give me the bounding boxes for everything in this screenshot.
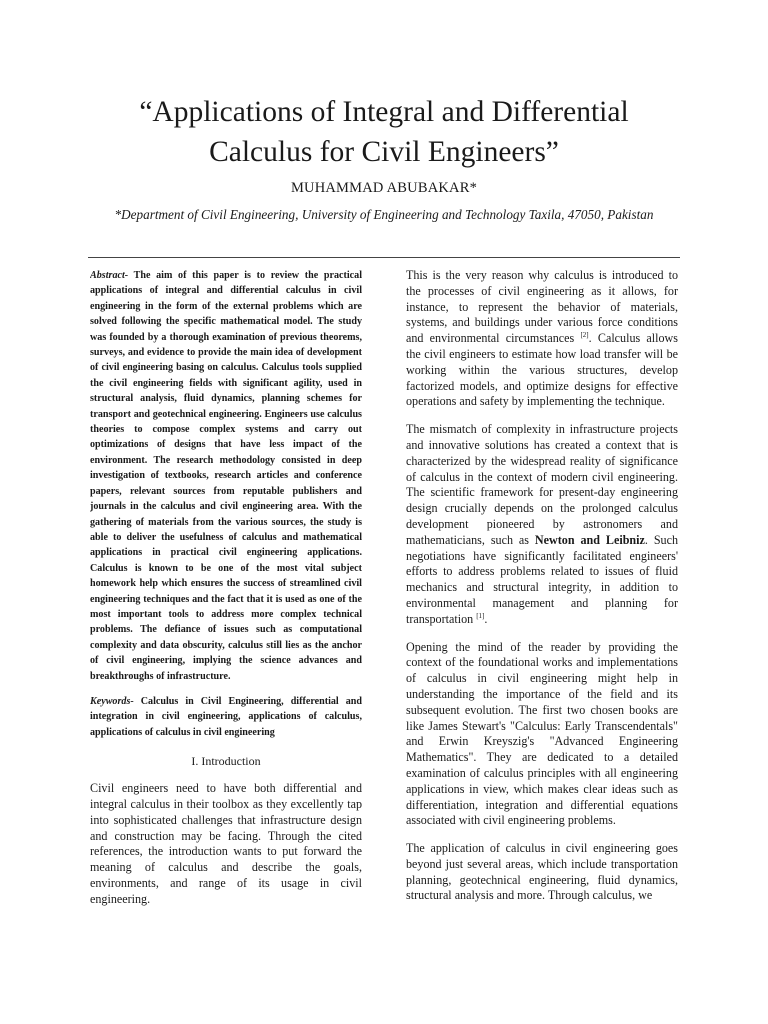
section-heading-introduction: I. Introduction (191, 754, 261, 769)
abstract-text: The aim of this paper is to review the practical applications of integral and differential calculus in civil engineering in the form of the external problems which are solved following the specific mathematical model. The study was founded by a thorough examination of previous theorems, surveys, and evidence to provide the main idea of development of civil engineering basing on calculus. Calculus tools supplied the civil engineering fields with significant agility, used in structural analysis, fluid dynamics, planning schemes for transport and geotechnical engineering. Engineers use calculus theories to compose complex systems and carry out optimizations of designs that have less impact of the environment. The research methodology consisted in deep investigation of textbooks, research articles and conference papers, relevant sources from reputable publishers and journals in the calculus and civil engineering area. With the gathering of materials from the various sources, the study is able to deliver the usefulness of calculus and mathematical applications in practical civil engineering applications. Calculus is known to be one of the most vital subject homework help which ensures the success of streamlined civil engineering techniques and the fact that it is used as one of the most important tools to address more complex technical problems. The defiance of issues such as computational complexity and data obscurity, calculus still lies as the anchor of civil engineering, implying the science advances and breakthroughs of infrastructure. (90, 270, 362, 682)
title-line-2: Calculus for Civil Engineers” (209, 136, 559, 168)
citation-1: [1] (476, 611, 485, 620)
body-paragraph-4: The application of calculus in civil engineering goes beyond just several areas, which include transportation planning, geotechnical engineering, fluid dynamics, structural analysis and more. Through calculus, we (406, 841, 678, 903)
body-paragraph-3: Opening the mind of the reader by providing the context of the foundational works and implementations of calculus in civil engineering might help in understanding the importance of the field and its subsequent evolution. The first two chosen books are like James Stewart's "Calculus: Early Transcendentals" and Erwin Kreyszig's "Advanced Engineering Mathematics". They are dedicated to a detailed examination of calculus principles with all engineering applications in view, which makes clear ideas such as differentiation, integration and differential equations associated with civil engineering problems. (406, 639, 678, 828)
author-name: MUHAMMAD ABUBAKAR* (290, 180, 478, 196)
paragraph-1-tail: . Calculus allows the civil engineers to estimate how load transfer will be working within the various structures, develop factorized models, and optimize designs for effective operations and safety by implementing the technique. (406, 331, 678, 409)
intro-paragraph-1: Civil engineers need to have both differential and integral calculus in their toolbox as they excellently tap into sophisticated challenges that infrastructure design and construction may be facing. Through the cited references, the introduction wants to put forward the meaning of calculus and describe the goals, environments, and range of its usage in civil engineering. (90, 781, 362, 906)
header-divider (88, 257, 680, 258)
paragraph-2-text: The mismatch of complexity in infrastructure projects and innovative solutions has created a context that is characterized by the widespread reality of significance of calculus in the context of modern civil engineering. The scientific framework for present-day engineering design crucially depends on the prolonged calculus development pioneered by astronomers and mathematicians, such as (406, 422, 678, 547)
body-paragraph-1 (406, 268, 678, 410)
abstract-lead: Abstract- (90, 270, 129, 281)
paragraph-2-tail: . Such negotiations have significantly facilitated engineers' efforts to address problems related to issues of fluid mechanics and structural integrity, in addition to environmental management and planning for transportation (406, 532, 678, 626)
keywords-text: Calculus in Civil Engineering, differential and integration in civil engineering, applications of calculus, applications of calculus in civil engineering (90, 695, 362, 738)
left-column (90, 268, 362, 1024)
citation-2: [2] (580, 331, 589, 340)
body-paragraph-2 (406, 422, 678, 627)
paragraph-1-text: This is the very reason why calculus is introduced to the processes of civil engineering as it allows, for instance, to represent the behavior of materials, systems, and buildings under various force conditions and environmental circumstances (406, 268, 678, 346)
keywords-lead: Keywords- (90, 695, 134, 707)
title-line-1: “Applications of Integral and Differential (139, 96, 629, 128)
paragraph-2-names: Newton and Leibniz (534, 532, 645, 547)
author-affiliation: *Department of Civil Engineering, University of Engineering and Technology Taxila, 47050, Pakistan (114, 207, 654, 222)
paragraph-2-end: . (484, 611, 488, 626)
abstract (90, 268, 362, 684)
right-column (406, 268, 678, 1024)
paper-title (60, 92, 708, 172)
keywords (90, 694, 362, 740)
